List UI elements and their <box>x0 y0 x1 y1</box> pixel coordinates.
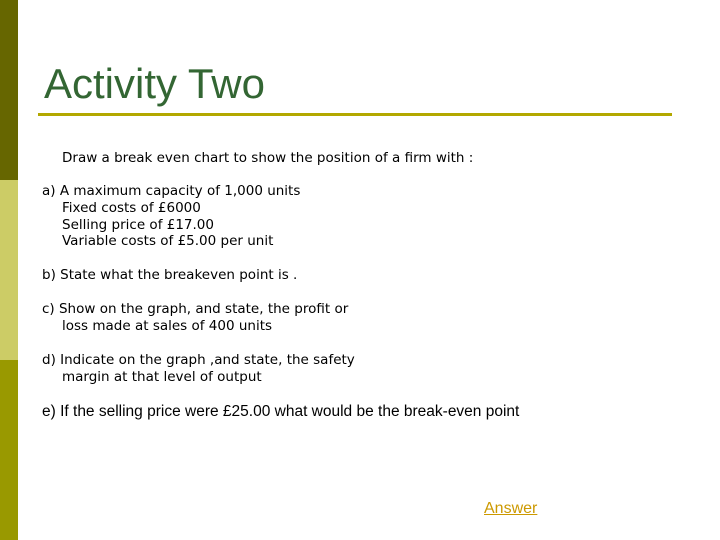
slide-title: Activity Two <box>44 60 265 107</box>
answer-link[interactable]: Answer <box>484 500 538 517</box>
part-c-line-2: loss made at sales of 400 units <box>62 318 273 334</box>
left-accent-bar-top <box>0 0 18 180</box>
part-a-line-3: Selling price of £17.00 <box>62 217 214 233</box>
part-b-text: b) State what the breakeven point is . <box>42 267 298 283</box>
part-d-line-1: d) Indicate on the graph ,and state, the safety <box>42 352 355 368</box>
activity-intro-text: Draw a break even chart to show the position of a firm with : <box>62 150 474 166</box>
title-underline-rule <box>38 113 672 116</box>
part-a-line-2: Fixed costs of £6000 <box>62 200 201 216</box>
left-accent-bar-middle <box>0 180 18 360</box>
part-e-text: e) If the selling price were £25.00 what would be the break-even point <box>42 403 520 420</box>
part-c-line-1: c) Show on the graph, and state, the profit or <box>42 301 349 317</box>
part-d-line-2: margin at that level of output <box>62 369 262 385</box>
left-accent-bar-bottom <box>0 360 18 540</box>
part-a-line-4: Variable costs of £5.00 per unit <box>62 233 274 249</box>
part-a-line-1: a) A maximum capacity of 1,000 units <box>42 183 301 199</box>
